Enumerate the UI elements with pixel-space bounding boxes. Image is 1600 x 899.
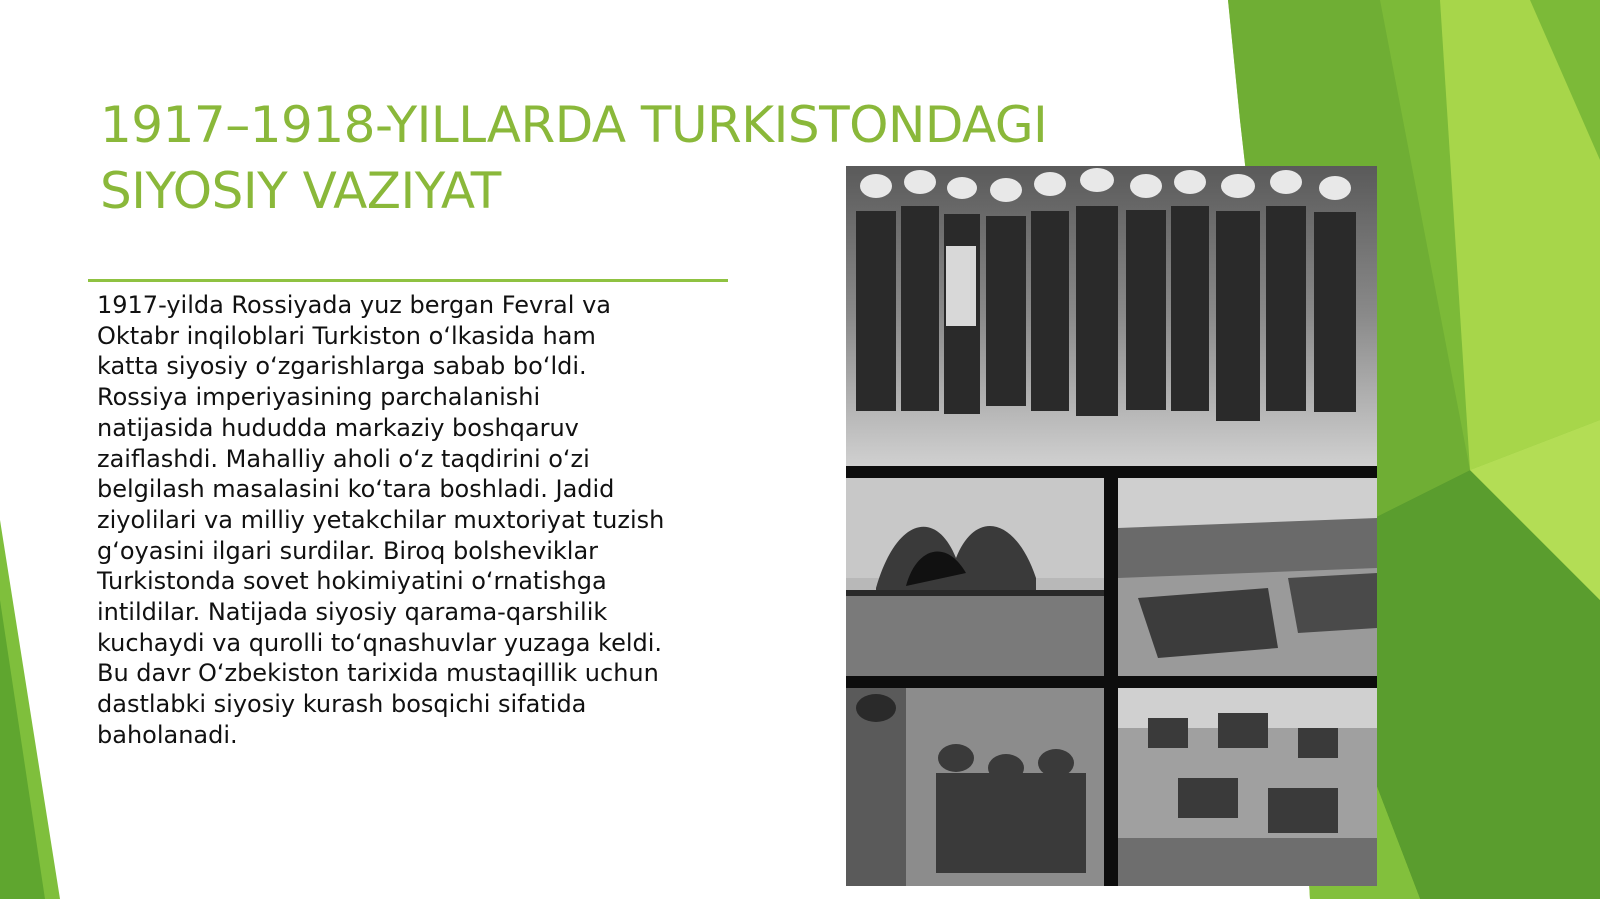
body-line: Bu davr O‘zbekiston tarixida mustaqillik uchun: [97, 659, 659, 688]
body-line: Oktabr inqiloblari Turkiston o‘lkasida ham: [97, 321, 596, 350]
title-underline: [88, 279, 728, 282]
body-line: intildilar. Natijada siyosiy qarama-qarshilik: [97, 598, 608, 627]
trench-soldiers-photo: [846, 688, 1104, 886]
title-line-2: SIYOSIY VAZIYAT: [100, 162, 501, 220]
body-line: ziyolilari va milliy yetakchilar muxtoriyat tuzish: [97, 505, 665, 534]
body-line: natijasida hududda markaziy boshqaruv: [97, 413, 579, 442]
body-line: 1917-yilda Rossiyada yuz bergan Fevral va: [97, 291, 611, 319]
body-line: Turkistonda sovet hokimiyatini o‘rnatishga: [97, 567, 607, 596]
body-line: kuchaydi va qurolli to‘qnashuvlar yuzaga keldi.: [97, 628, 663, 657]
body-paragraph: [97, 290, 737, 751]
body-line: zaiflashdi. Mahalliy aholi o‘z taqdirini o‘zi: [97, 444, 590, 473]
body-line: belgilash masalasini ko‘tara boshladi. Jadid: [97, 475, 615, 504]
body-line: dastlabki siyosiy kurash bosqichi sifatida: [97, 690, 587, 719]
body-line: katta siyosiy o‘zgarishlarga sabab bo‘ldi.: [97, 352, 587, 381]
title-line-1: 1917–1918-YILLARDA TURKISTONDAGI: [100, 96, 1048, 154]
landing-boats-photo: [1118, 478, 1377, 676]
body-line: baholanadi.: [97, 720, 238, 749]
photo-collage: [846, 166, 1377, 886]
body-line: Rossiya imperiyasining parchalanishi: [97, 383, 541, 412]
body-line: g‘oyasini ilgari surdilar. Biroq bolsheviklar: [97, 536, 599, 565]
hillside-camp-photo: [1118, 688, 1377, 886]
battle-smoke-photo: [846, 478, 1104, 676]
soldiers-group-photo: [846, 166, 1377, 466]
